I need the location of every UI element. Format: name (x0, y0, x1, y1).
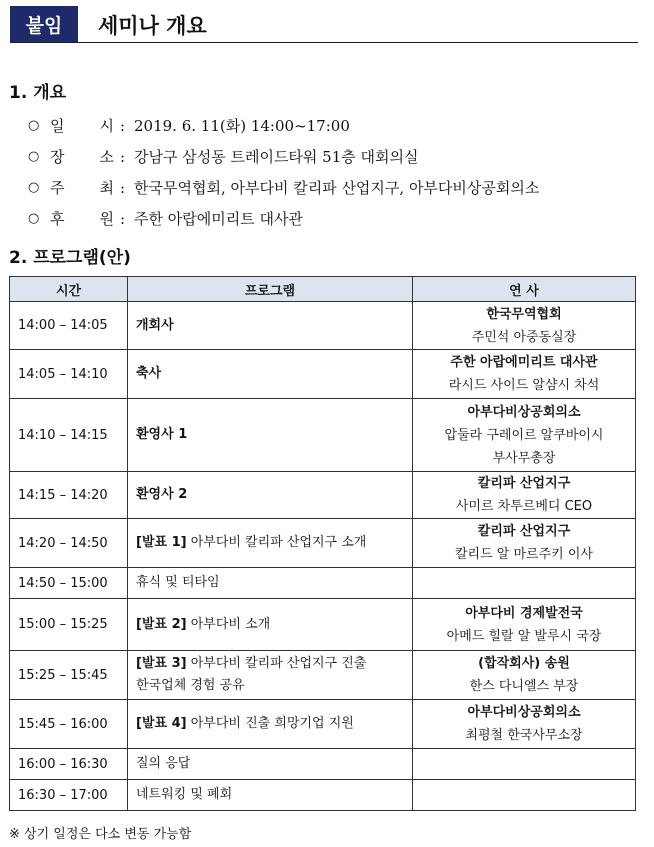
program-cell (128, 780, 413, 811)
speaker-name: 최평철 한국사무소장 (465, 728, 583, 743)
circle-bullet-icon: ○ (28, 118, 40, 133)
time-cell: 15:00 – 15:25 (10, 599, 128, 651)
program-cell (128, 472, 413, 519)
program-bold: [발표 4] (136, 716, 187, 731)
circle-bullet-icon: ○ (28, 149, 40, 164)
time-cell: 15:45 – 16:00 (10, 700, 128, 749)
page-title: 세미나 개요 (98, 14, 207, 38)
speaker-cell (413, 780, 636, 811)
table-row (10, 350, 636, 399)
speaker-org: 아부다비상공회의소 (467, 705, 581, 720)
overview-list (28, 110, 539, 234)
time-cell: 14:05 – 14:10 (10, 350, 128, 399)
program-bold: 개회사 (136, 317, 174, 333)
speaker-name: 압둘라 구레이르 알쿠바이시 (444, 427, 604, 443)
table-row (10, 472, 636, 519)
speaker-name: 한스 다니엘스 부장 (469, 679, 579, 694)
table-row (10, 519, 636, 568)
program-cell (128, 519, 413, 568)
speaker-cell (413, 651, 636, 700)
speaker-cell (413, 399, 636, 472)
table-row (10, 651, 636, 700)
speaker-cell (413, 700, 636, 749)
program-text: 아부다비 소개 (186, 616, 271, 632)
time-cell: 14:15 – 14:20 (10, 472, 128, 519)
speaker-org: 칼리파 산업지구 (477, 476, 571, 491)
speaker-org: 한국무역협회 (486, 306, 562, 322)
time-cell: 14:20 – 14:50 (10, 519, 128, 568)
program-cell (128, 350, 413, 399)
circle-bullet-icon: ○ (28, 180, 40, 195)
speaker-name: 주민석 아중동실장 (471, 329, 577, 345)
program-bold: 환영사 2 (136, 487, 188, 502)
speaker-cell (413, 350, 636, 399)
speaker-org: 아부다비 경제발전국 (465, 605, 583, 621)
table-row (10, 749, 636, 780)
speaker-org: 주한 아랍에미리트 대사관 (450, 355, 598, 370)
program-cell (128, 302, 413, 350)
program-text: 아부다비 칼리파 산업지구 소개 (186, 535, 367, 550)
time-cell: 16:00 – 16:30 (10, 749, 128, 780)
overview-label: 주 최 (50, 179, 114, 197)
table-row (10, 599, 636, 651)
time-cell: 16:30 – 17:00 (10, 780, 128, 811)
program-text: 질의 응답 (136, 756, 191, 771)
speaker-cell (413, 472, 636, 519)
program-text: 네트워킹 및 폐회 (136, 787, 233, 802)
program-text-2: 한국업체 경험 공유 (136, 678, 245, 693)
overview-value: 한국무역협회, 아부다비 칼리파 산업지구, 아부다비상공회의소 (134, 179, 540, 197)
speaker-name: 라시드 사이드 알샴시 차석 (448, 378, 600, 393)
program-bold: 환영사 1 (136, 427, 188, 442)
program-bold: [발표 2] (136, 616, 187, 632)
program-bold: [발표 1] (136, 535, 187, 550)
program-bold: 축사 (136, 366, 162, 381)
page-header (10, 6, 638, 43)
overview-value: 주한 아랍에미리트 대사관 (134, 210, 303, 228)
table-row (10, 568, 636, 599)
speaker-org: 칼리파 산업지구 (477, 524, 571, 539)
speaker-cell (413, 749, 636, 780)
speaker-cell (413, 599, 636, 651)
header-program: 프로그램 (128, 277, 413, 302)
speaker-title: 부사무총장 (492, 450, 556, 466)
attachment-badge: 붙임 (10, 6, 78, 42)
overview-value: 강남구 삼성동 트레이드타워 51층 대회의실 (134, 148, 419, 166)
program-cell (128, 700, 413, 749)
circle-bullet-icon: ○ (28, 211, 40, 226)
table-row (10, 399, 636, 472)
speaker-org: (합작회사) 송원 (478, 656, 570, 671)
program-text: 아부다비 칼리파 산업지구 진출 (186, 656, 367, 671)
program-cell (128, 568, 413, 599)
overview-value: 2019. 6. 11(화) 14:00~17:00 (134, 117, 350, 135)
program-cell (128, 399, 413, 472)
overview-label: 장 소 (50, 148, 114, 166)
speaker-name: 사미르 차투르베디 CEO (455, 499, 593, 514)
program-text: 휴식 및 티타임 (136, 575, 220, 590)
speaker-cell (413, 302, 636, 350)
header-time: 시간 (10, 277, 128, 302)
program-text: 아부다비 진출 희망기업 지원 (186, 716, 354, 731)
program-cell (128, 599, 413, 651)
speaker-name: 아메드 힐랄 알 발루시 국장 (446, 628, 602, 644)
schedule-note: ※ 상기 일정은 다소 변동 가능함 (9, 827, 192, 842)
program-cell (128, 749, 413, 780)
overview-item: ○ 주 최 : 한국무역협회, 아부다비 칼리파 산업지구, 아부다비상공회의소 (28, 178, 540, 197)
time-cell: 14:10 – 14:15 (10, 399, 128, 472)
overview-label: 후 원 (50, 210, 114, 228)
time-cell: 15:25 – 15:45 (10, 651, 128, 700)
speaker-cell (413, 519, 636, 568)
table-row (10, 700, 636, 749)
table-row (10, 302, 636, 350)
program-bold: [발표 3] (136, 656, 187, 671)
table-header-row (10, 277, 636, 302)
program-table (9, 276, 636, 811)
overview-item: ○ 장 소 : 강남구 삼성동 트레이드타워 51층 대회의실 (28, 147, 419, 166)
speaker-cell (413, 568, 636, 599)
header-speaker: 연 사 (413, 277, 636, 302)
program-cell (128, 651, 413, 700)
table-row (10, 780, 636, 811)
overview-label: 일 시 (50, 117, 114, 135)
overview-item: ○ 일 시 : 2019. 6. 11(화) 14:00~17:00 (28, 116, 350, 135)
time-cell: 14:50 – 15:00 (10, 568, 128, 599)
overview-item: ○ 후 원 : 주한 아랍에미리트 대사관 (28, 209, 303, 228)
speaker-name: 칼리드 알 마르주키 이사 (455, 547, 593, 562)
section-program-title: 2. 프로그램(안) (9, 248, 131, 268)
section-overview-title: 1. 개요 (9, 83, 67, 103)
time-cell: 14:00 – 14:05 (10, 302, 128, 350)
speaker-org: 아부다비상공회의소 (467, 404, 581, 420)
